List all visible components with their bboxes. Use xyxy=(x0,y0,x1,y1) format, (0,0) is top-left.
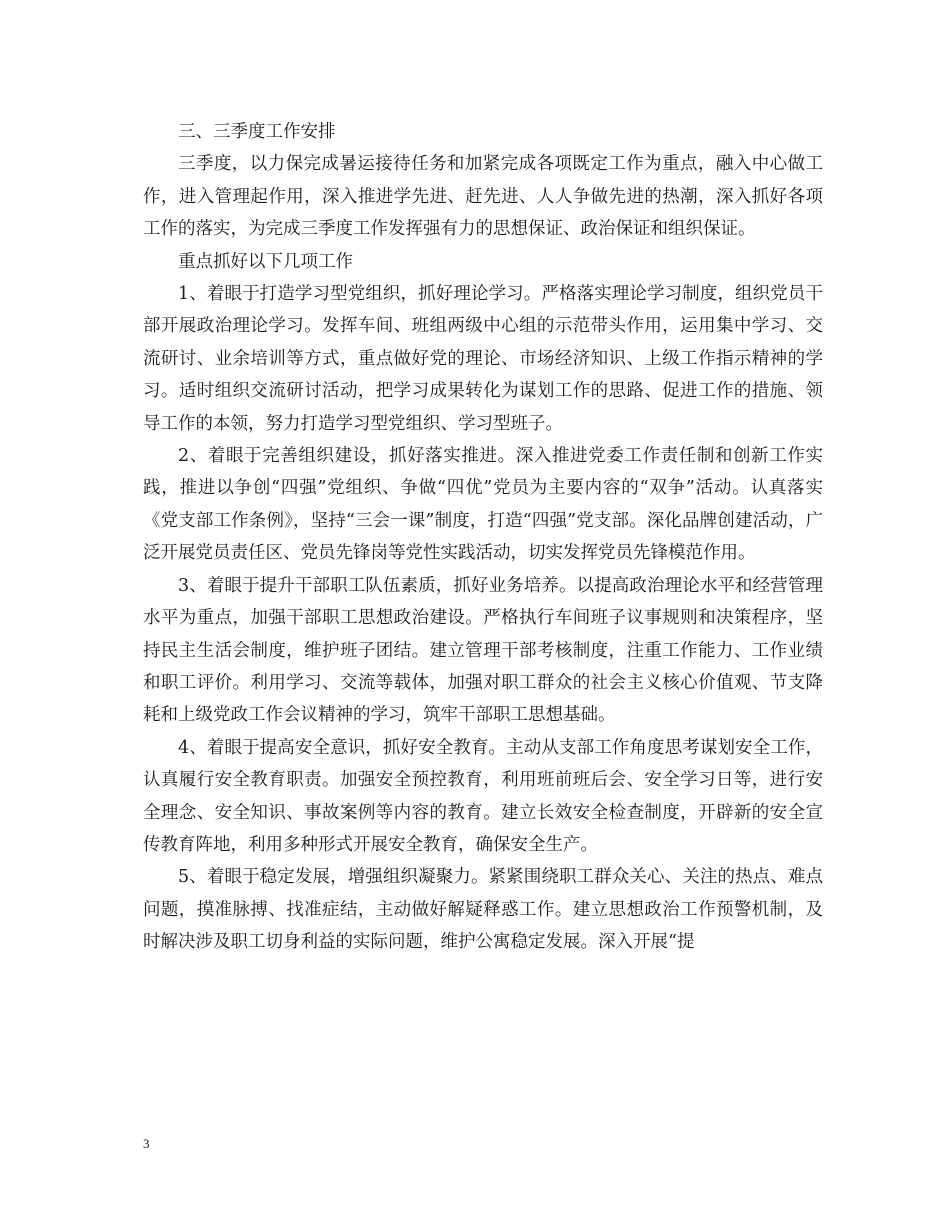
paragraph-item-2: 2、着眼于完善组织建设，抓好落实推进。深入推进党委工作责任制和创新工作实践，推进以争创“四强”党组织、争做“四优”党员为主要内容的“双争”活动。认真落实《党支部工作条例》，坚持“三会一课”制度，打造“四强”党支部。深化品牌创建活动，广泛开展党员责任区、党员先锋岗等党性实践活动，切实发挥党员先锋模范作用。 xyxy=(143,446,823,564)
paragraph-item-5: 5、着眼于稳定发展，增强组织凝聚力。紧紧围绕职工群众关心、关注的热点、难点问题，摸准脉搏、找准症结，主动做好解疑释惑工作。建立思想政治工作预警机制，及时解决涉及职工切身利益的实际问题，维护公寓稳定发展。深入开展“提 xyxy=(143,867,823,953)
paragraph-item-4: 4、着眼于提高安全意识，抓好安全教育。主动从支部工作角度思考谋划安全工作，认真履行安全教育职责。加强安全预控教育，利用班前班后会、安全学习日等，进行安全理念、安全知识、事故案例等内容的教育。建立长效安全检查制度，开辟新的安全宣传教育阵地，利用多种形式开展安全教育，确保安全生产。 xyxy=(143,737,823,855)
document-body xyxy=(143,116,823,959)
page-number: 3 xyxy=(143,1136,150,1151)
paragraph-item-1: 1、着眼于打造学习型党组织，抓好理论学习。严格落实理论学习制度，组织党员干部开展政治理论学习。发挥车间、班组两级中心组的示范带头作用，运用集中学习、交流研讨、业余培训等方式，重点做好党的理论、市场经济知识、上级工作指示精神的学习。适时组织交流研讨活动，把学习成果转化为谋划工作的思路、促进工作的措施、领导工作的本领，努力打造学习型党组织、学习型班子。 xyxy=(143,284,823,434)
paragraph-intro: 三季度，以力保完成暑运接待任务和加紧完成各项既定工作为重点，融入中心做工作，进入管理起作用，深入推进学先进、赶先进、人人争做先进的热潮，深入抓好各项工作的落实，为完成三季度工作发挥强有力的思想保证、政治保证和组织保证。 xyxy=(143,154,823,240)
section-heading: 三、三季度工作安排 xyxy=(178,122,336,142)
paragraph-item-3: 3、着眼于提升干部职工队伍素质，抓好业务培养。以提高政治理论水平和经营管理水平为重点，加强干部职工思想政治建设。严格执行车间班子议事规则和决策程序，坚持民主生活会制度，维护班子团结。建立管理干部考核制度，注重工作能力、工作业绩和职工评价。利用学习、交流等载体，加强对职工群众的社会主义核心价值观、节支降耗和上级党政工作会议精神的学习，筑牢干部职工思想基础。 xyxy=(143,575,823,726)
paragraph-key-tasks-heading: 重点抓好以下几项工作 xyxy=(178,251,353,272)
